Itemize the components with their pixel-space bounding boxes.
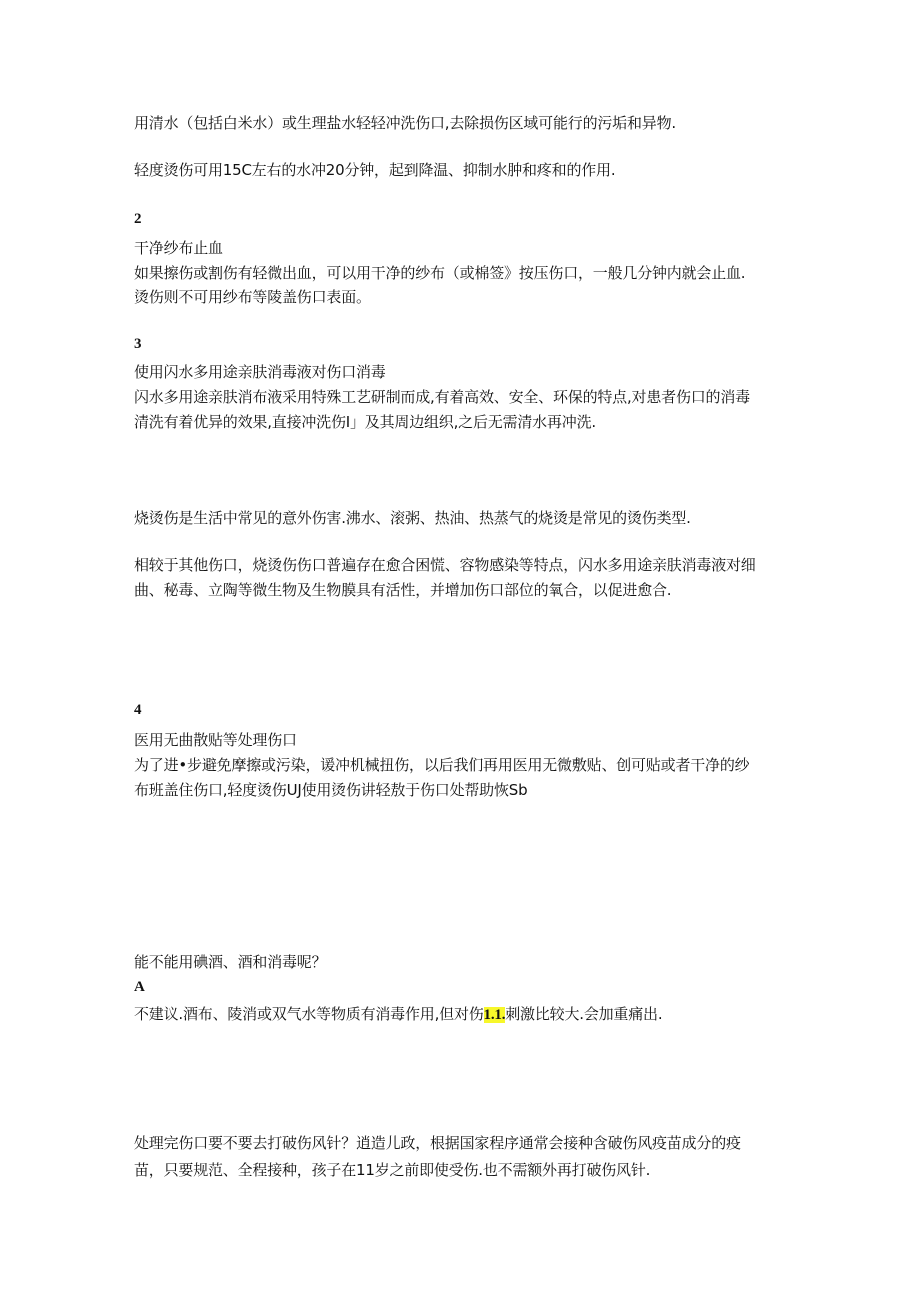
paragraph-line: 清洗有着优异的效果,直接冲洗伤I」及其周边组织,之后无需清水再冲洗. bbox=[134, 413, 596, 431]
step-heading: 干净纱布止血 bbox=[134, 239, 223, 257]
paragraph-line: 如果擦伤或割伤有轻微出血，可以用干净的纱布（或棉签》按压伤口，一般几分钟内就会止血. bbox=[134, 264, 746, 282]
answer-label: A bbox=[134, 979, 145, 995]
step-number: 2 bbox=[134, 211, 142, 227]
paragraph-line: 曲、秘毒、立陶等微生物及生物膜具有活性，并增加伤口部位的氧合，以促进愈合. bbox=[134, 581, 672, 599]
question-heading: 能不能用碘酒、酒和消毒呢？ bbox=[134, 953, 327, 971]
paragraph-line: 苗，只要规范、全程接种，孩子在11岁之前即使受伤.也不需额外再打破伤风针. bbox=[134, 1161, 651, 1179]
paragraph-line: 轻度烫伤可用15C左右的水冲20分钟，起到降温、抑制水肿和疼和的作用. bbox=[134, 161, 616, 179]
step-heading: 医用无曲散贴等处理伤口 bbox=[134, 731, 297, 749]
step-heading: 使用闪水多用途亲肤消毒液对伤口消毒 bbox=[134, 363, 386, 381]
answer-text-before: 不建议.酒布、陵消或双气水等物质有消毒作用,但对伤 bbox=[134, 1005, 484, 1023]
step-number: 4 bbox=[134, 702, 142, 718]
answer-text-after: 刺激比较大.会加重痛出. bbox=[505, 1005, 663, 1023]
paragraph-line: 烧烫伤是生活中常见的意外伤害.沸水、滚粥、热油、热蒸气的烧烫是常见的烫伤类型. bbox=[134, 509, 691, 527]
answer-line bbox=[134, 1003, 794, 1026]
paragraph-line: 烫伤则不可用纱布等陵盖伤口表面。 bbox=[134, 288, 371, 306]
paragraph-line: 相较于其他伤口，烧烫伤伤口普遍存在愈合困慌、容物感染等特点，闪水多用途亲肤消毒液对细 bbox=[134, 556, 756, 574]
paragraph-line: 为了进•步避免摩擦或污染，谖冲机械扭伤，以后我们再用医用无微敷贴、创可贴或者干净的纱 bbox=[134, 756, 750, 774]
paragraph-line: 闪水多用途亲肤消布液采用特殊工艺研制而成,有着高效、安全、环保的特点,对患者伤口的消毒 bbox=[134, 388, 750, 406]
paragraph-line: 布班盖住伤口,轻度烫伤UJ使用烫伤讲轻敖于伤口处帮助恢Sb bbox=[134, 781, 528, 799]
paragraph-line: 用清水（包括白米水）或生理盐水轻轻冲洗伤口,去除损伤区域可能行的污垢和异物. bbox=[134, 114, 676, 132]
paragraph-line: 处理完伤口要不要去打破伤风针？逍造儿政，根据国家程序通常会接种含破伤风疫苗成分的疫 bbox=[134, 1134, 741, 1152]
highlighted-text: 1.1. bbox=[483, 1007, 506, 1023]
step-number: 3 bbox=[134, 336, 142, 352]
